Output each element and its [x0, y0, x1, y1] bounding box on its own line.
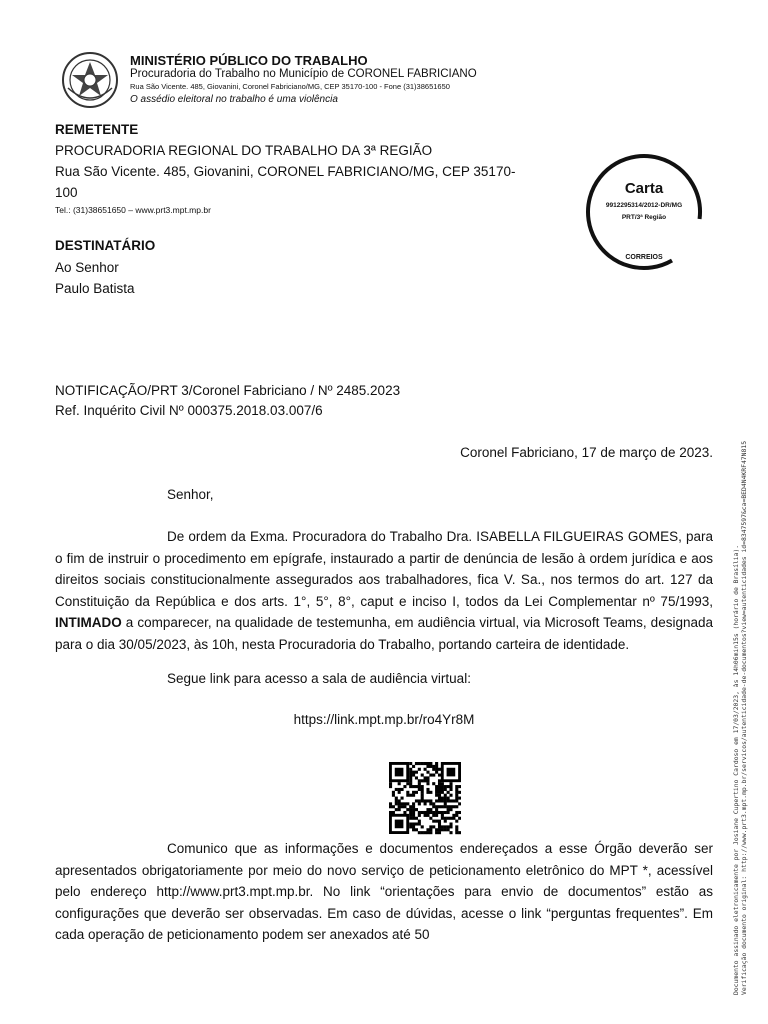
stamp-title: Carta	[624, 180, 664, 197]
audience-link[interactable]: https://link.mpt.mp.br/ro4Yr8M	[293, 712, 475, 727]
notification-number: NOTIFICAÇÃO/PRT 3/Coronel Fabriciano / Nº 2485.2023	[55, 383, 401, 398]
intimado-label: INTIMADO	[55, 615, 122, 630]
body-paragraph-1-end: a comparecer, na qualidade de testemunha, em audiência virtual, via Microsoft Teams, designada para o dia 30/05/2023, às 10h, nesta Procuradoria do Trabalho, portando carteira de identidade.	[55, 615, 713, 652]
signature-note-line2: Verificação documento original: http://www.prt3.mpt.mp.br/servicos/autenticidade-de-documentos?view=autenticidades id=8347597&ca=BED4N4KRF47N815	[740, 440, 748, 995]
header-slogan: O assédio eleitoral no trabalho é uma violência	[130, 94, 338, 105]
stamp-code: 9912295314/2012-DR/MG	[605, 202, 683, 209]
body-paragraph-3: Comunico que as informações e documentos endereçados a esse Órgão deverão ser apresentados obrigatoriamente por meio do novo serviço de peticionamento eletrônico do MPT *, acessível pelo endereço http://www.prt3.mpt.mp.br. No link “orientações para envio de documentos” estão as configurações que deverão ser observadas. Em caso de dúvidas, acesse o link “perguntas frequentes”. Em cada operação de peticionamento podem ser anexados até 50	[55, 841, 713, 942]
header-title: MINISTÉRIO PÚBLICO DO TRABALHO	[130, 53, 368, 68]
stamp-carrier: CORREIOS	[625, 254, 663, 261]
sender-heading: REMETENTE	[55, 122, 139, 137]
body-paragraph-1-start: De ordem da Exma. Procuradora do Trabalho Dra. ISABELLA FILGUEIRAS GOMES, para o fim de instruir o procedimento em epígrafe, instaurado a partir de denúncia de lesão à ordem jurídica e aos direitos sociais constitucionalmente assegurados aos trabalhadores, fica V. Sa., nos termos do art. 127 da Constituição da República e dos arts. 1°, 5°, 8°, caput e inciso I, todos da Lei Complementar nº 75/1993,	[55, 529, 713, 609]
stamp-org: PRT/3ª Região	[621, 214, 667, 221]
qr-code-icon[interactable]	[389, 750, 461, 846]
sender-contact: Tel.: (31)38651650 – www.prt3.mpt.mp.br	[55, 205, 211, 215]
postal-stamp	[584, 152, 704, 272]
brasao-seal-icon	[60, 50, 120, 110]
header-address: Rua São Vicente. 485, Giovanini, Coronel Fabriciano/MG, CEP 35170-100 - Fone (31)38651650	[130, 82, 450, 91]
recipient-heading: DESTINATÁRIO	[55, 238, 156, 253]
sender-name: PROCURADORIA REGIONAL DO TRABALHO DA 3ª REGIÃO	[55, 143, 433, 158]
date-line: Coronel Fabriciano, 17 de março de 2023.	[460, 445, 713, 460]
header-subtitle: Procuradoria do Trabalho no Município de CORONEL FABRICIANO	[130, 68, 477, 80]
signature-note-line1: Documento assinado eletronicamente por Josiane Cupertino Cardoso em 17/03/2023, às 14h06min15s (horário de Brasília).	[732, 544, 740, 995]
inquiry-reference: Ref. Inquérito Civil Nº 000375.2018.03.007/6	[55, 403, 323, 418]
body-paragraph-1	[55, 526, 713, 655]
body-paragraph-2: Segue link para acesso a sala de audiência virtual:	[167, 671, 471, 686]
greeting: Senhor,	[167, 487, 214, 502]
sender-address-line1: Rua São Vicente. 485, Giovanini, CORONEL FABRICIANO/MG, CEP 35170-	[55, 164, 516, 179]
recipient-salutation: Ao Senhor	[55, 260, 119, 275]
recipient-name: Paulo Batista	[55, 281, 135, 296]
signature-verification-note	[732, 355, 748, 995]
sender-address-line2: 100	[55, 185, 78, 200]
